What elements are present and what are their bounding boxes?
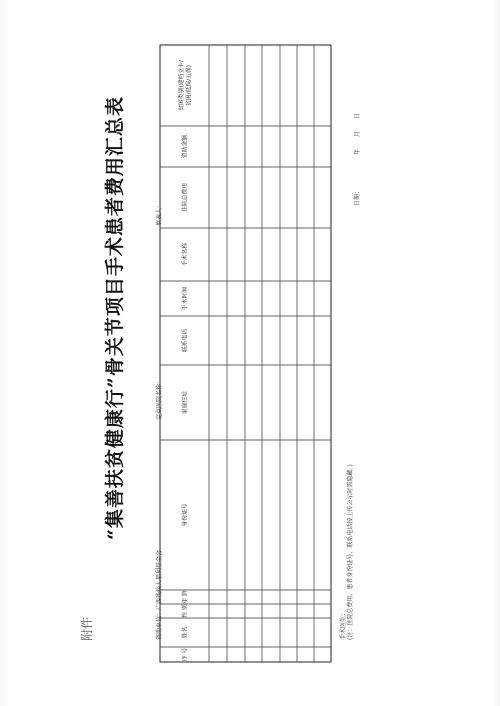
column-header-text: 贫困类别(建档立卡/ bbox=[178, 60, 185, 111]
column-header bbox=[181, 243, 189, 266]
column-header bbox=[181, 590, 189, 604]
column-header bbox=[181, 287, 189, 310]
column-header-text: 龄 bbox=[182, 590, 189, 597]
funding-unit: 资助单位：广西残疾人福利基金会 bbox=[156, 549, 163, 640]
column-header-text: 性 bbox=[182, 611, 189, 618]
column-header bbox=[181, 329, 189, 352]
footnote: (注：住院总费用、患者身份证号、联系电话按上传公示时需隐藏。) bbox=[347, 464, 354, 640]
column-header-text: 年 bbox=[182, 597, 189, 604]
column-header bbox=[177, 60, 193, 111]
column-header-text: 身份证号 bbox=[182, 503, 189, 527]
column-header-text: 别 bbox=[182, 604, 189, 611]
attachment-label: 附件 bbox=[80, 616, 94, 641]
column-header bbox=[181, 604, 189, 618]
column-header bbox=[181, 648, 189, 662]
column-header bbox=[181, 391, 189, 414]
column-header-text: 手术时间 bbox=[182, 286, 189, 311]
column-header-text: 姓名 bbox=[182, 626, 189, 639]
column-header bbox=[181, 503, 189, 526]
date-value: 年 月 日 bbox=[354, 112, 361, 155]
column-header-text: 号 bbox=[182, 647, 189, 654]
surgeon-signature-label: 手术医生： bbox=[340, 609, 347, 640]
document-title: “集善扶贫健康行”骨关节项目手术患者费用汇总表 bbox=[104, 96, 126, 540]
column-header-text: 家庭住址 bbox=[182, 390, 189, 415]
column-header-text: 联系电话 bbox=[182, 328, 189, 353]
column-header-text: 手术名称 bbox=[182, 242, 189, 267]
column-header-text: 住院总费用 bbox=[182, 183, 189, 212]
hospital-name: 定点医院名称： bbox=[156, 377, 163, 420]
column-header bbox=[181, 135, 189, 158]
column-header bbox=[181, 183, 189, 212]
date-label: 日期： bbox=[354, 187, 361, 206]
filler-label: 填表人： bbox=[156, 201, 163, 226]
column-header bbox=[181, 627, 189, 639]
column-header-text: 序 bbox=[182, 655, 189, 662]
column-header-text: 资助金额 bbox=[182, 134, 189, 159]
column-header-text: 贫困/低保/五保) bbox=[186, 65, 193, 106]
